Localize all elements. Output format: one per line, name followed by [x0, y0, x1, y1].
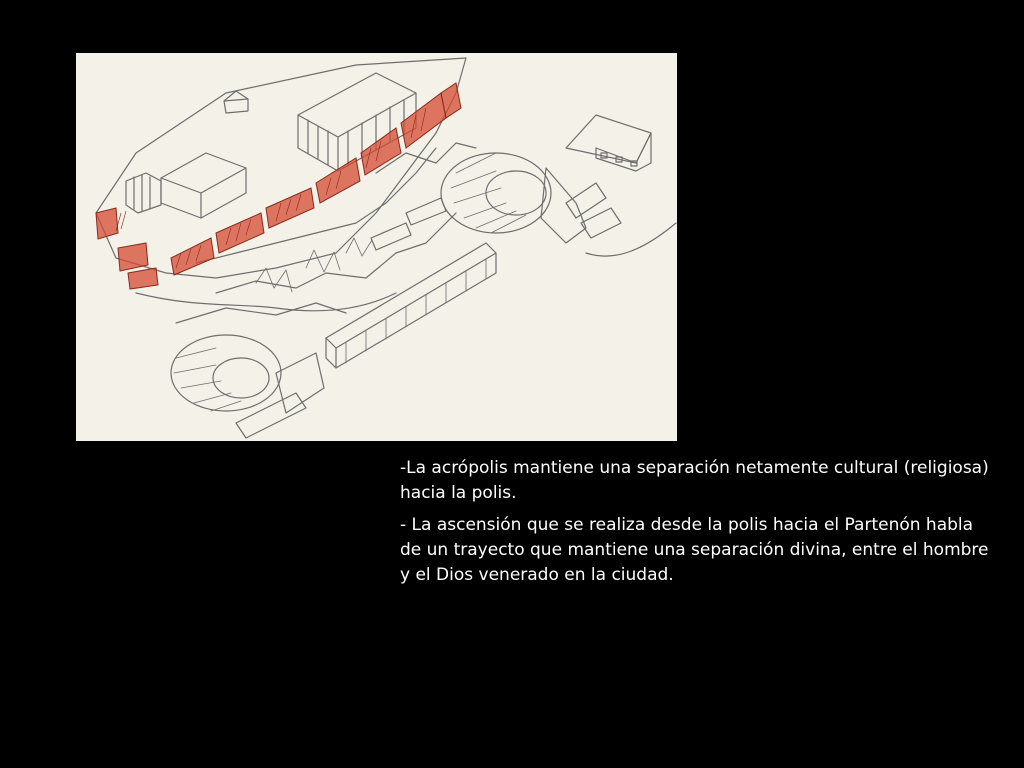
small-house	[224, 91, 248, 113]
erechtheion	[126, 153, 246, 218]
bullet-2: - La ascensión que se realiza desde la polis hacia el Partenón habla de un trayecto que mantiene una separación divina, entre el hombre y el Dios venerado en la ciudad.	[400, 515, 989, 585]
stoa-eumenes	[326, 243, 496, 368]
stoa-right	[566, 115, 651, 171]
red-wall	[96, 83, 461, 289]
road-south	[136, 293, 396, 311]
acropolis-sketch	[76, 53, 677, 441]
acropolis-sketch-drawing	[76, 53, 677, 441]
bullet-1: -La acrópolis mantiene una separación netamente cultural (religiosa) hacia la polis.	[400, 458, 989, 503]
theatre-dionysus	[441, 153, 586, 243]
description-text	[400, 456, 990, 595]
odeon-herodes	[171, 335, 324, 438]
road-right	[586, 223, 676, 256]
plateau-outline	[96, 58, 466, 278]
parthenon	[298, 73, 416, 171]
